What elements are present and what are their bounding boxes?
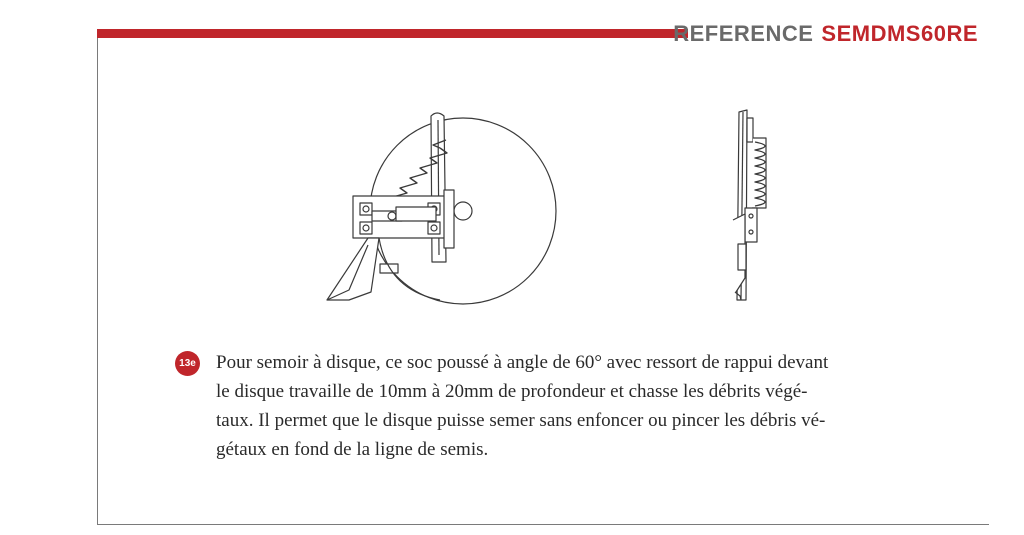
description-line: taux. Il permet que le disque puisse semer sans enfoncer ou pincer les débris vé- (216, 410, 826, 431)
disc-opener-side-view-icon (733, 110, 766, 300)
description-line: Pour semoir à disque, ce soc poussé à angle de 60° avec ressort de rappui devant (216, 352, 829, 373)
description-line: gétaux en fond de la ligne de semis. (216, 439, 489, 460)
disc-opener-front-view-icon (327, 113, 556, 304)
item-badge: 13e (175, 351, 200, 376)
product-description (216, 348, 928, 464)
reference-label: REFERENCE (673, 21, 814, 46)
description-line: le disque travaille de 10mm à 20mm de profondeur et chasse les débrits végé- (216, 381, 808, 402)
reference-code: SEMDMS60RE (821, 21, 978, 46)
